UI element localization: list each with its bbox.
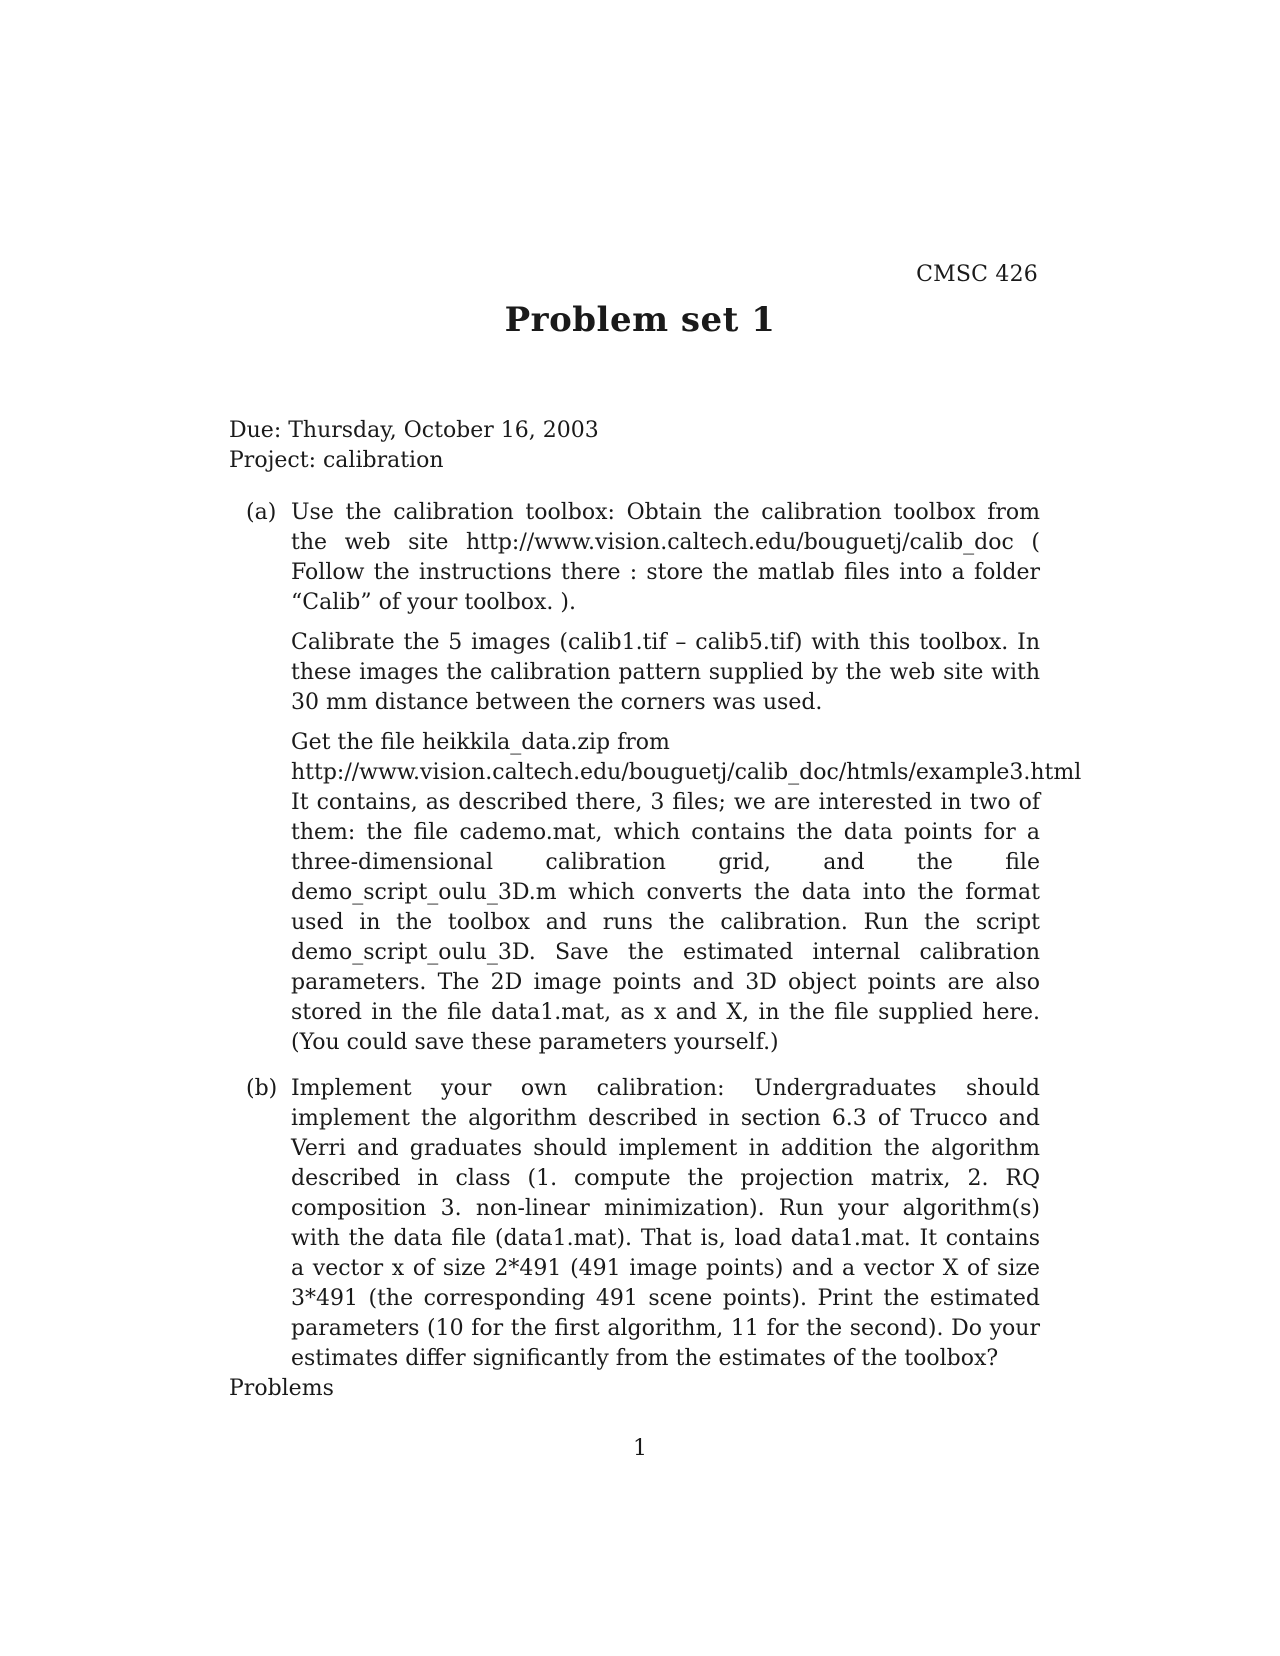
problem-item-a: [229, 498, 1082, 1058]
course-code: CMSC 426: [916, 262, 1038, 287]
item-a-paragraph-1: Use the calibration toolbox: Obtain the calibration toolbox from the web site http://www.vision.caltech.edu/bouguetj/calib_doc ( Follow the instructions there : store the matlab files into a folder “Calib” of your toolbox. ).: [291, 500, 1040, 615]
item-a-paragraph-3: [291, 728, 1082, 1058]
item-a-paragraph-2: Calibrate the 5 images (calib1.tif – calib5.tif) with this toolbox. In these images the calibration pattern supplied by the web site with 30 mm distance between the corners was used.: [291, 630, 1040, 715]
page-number: 1: [633, 1436, 647, 1461]
assignment-meta: [229, 416, 599, 476]
example-url-text: http://www.vision.caltech.edu/bouguetj/calib_doc/htmls/example3.html: [291, 760, 1082, 785]
item-a-download-body: It contains, as described there, 3 files; we are interested in two of them: the file cademo.mat, which contains the data points for a three-dimensional calibration grid, and the file demo_script_oulu_3D.m which converts the data into the format used in the toolbox and runs the calibration. Run the script demo_script_oulu_3D. Save the estimated internal calibration parameters. The 2D image points and 3D object points are also stored in the file data1.mat, as x and X, in the file supplied here. (You could save these parameters yourself.): [291, 790, 1040, 1055]
problems-heading: Problems: [229, 1376, 334, 1401]
item-a-download-intro: Get the file heikkila_data.zip from: [291, 730, 670, 755]
problem-item-b: [229, 1074, 1040, 1374]
problem-list: [229, 498, 1082, 1384]
page-title: Problem set 1: [504, 300, 776, 340]
due-date: Due: Thursday, October 16, 2003: [229, 418, 599, 443]
item-label-b: (b): [246, 1076, 278, 1101]
item-label-a: (a): [246, 500, 277, 525]
project-name: Project: calibration: [229, 448, 444, 473]
item-b-paragraph-1: Implement your own calibration: Undergraduates should implement the algorithm described in section 6.3 of Trucco and Verri and graduates should implement in addition the algorithm described in class (1. compute the projection matrix, 2. RQ composition 3. non-linear minimization). Run your algorithm(s) with the data file (data1.mat). That is, load data1.mat. It contains a vector x of size 2*491 (491 image points) and a vector X of size 3*491 (the corresponding 491 scene points). Print the estimated parameters (10 for the first algorithm, 11 for the second). Do your estimates differ significantly from the estimates of the toolbox?: [291, 1076, 1040, 1371]
